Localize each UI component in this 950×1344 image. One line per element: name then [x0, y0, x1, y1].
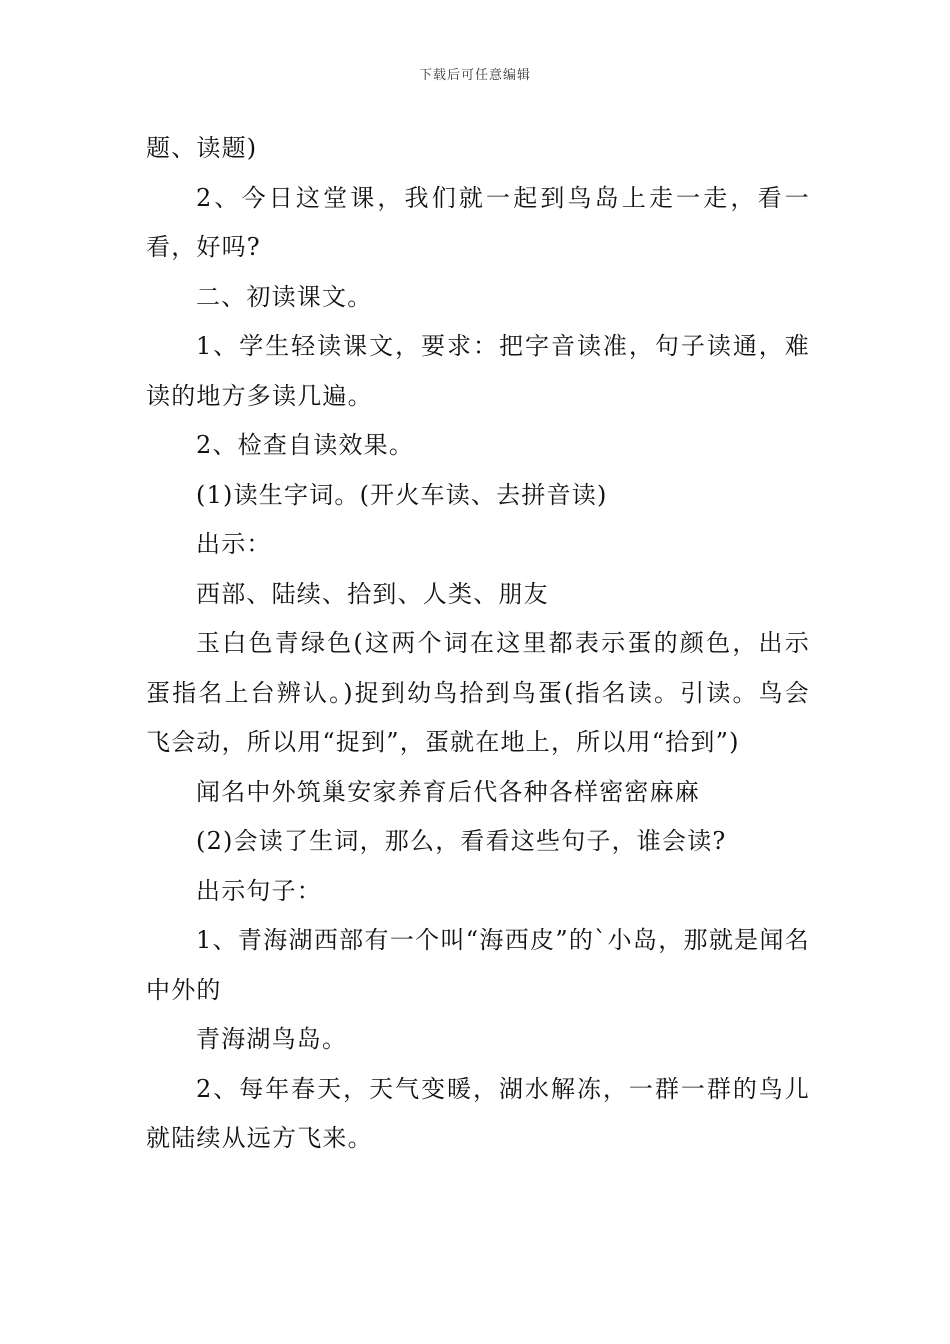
paragraph: 2、每年春天，天气变暖，湖水解冻，一群一群的鸟儿就陆续从远方飞来。	[146, 1074, 810, 1152]
paragraph: 1、青海湖西部有一个叫“海西皮”的`小岛，那就是闻名中外的	[146, 926, 810, 1004]
paragraph: (1)读生字词。(开火车读、去拼音读)	[196, 480, 608, 509]
paragraph: 2、今日这堂课，我们就一起到鸟岛上走一走，看一看，好吗?	[146, 183, 810, 261]
paragraph: 出示句子：	[196, 876, 322, 905]
paragraph: 二、初读课文。	[196, 282, 373, 311]
paragraph: 玉白色青绿色(这两个词在这里都表示蛋的颜色，出示蛋指名上台辨认。)捉到幼鸟拾到鸟蛋(指名读。引读。鸟会飞会动，所以用“捉到”，蛋就在地上，所以用“拾到”)	[146, 629, 810, 756]
paragraph: 出示：	[196, 530, 272, 558]
paragraph: 闻名中外筑巢安家养育后代各种各样密密麻麻	[196, 777, 700, 806]
paragraph: 青海湖鸟岛。	[196, 1025, 348, 1053]
paragraph: (2)会读了生词，那么，看看这些句子，谁会读?	[196, 827, 727, 855]
paragraph: 2、检查自读效果。	[196, 431, 415, 459]
paragraph: 西部、陆续、拾到、人类、朋友	[196, 579, 549, 608]
page-header: 下载后可任意编辑	[418, 68, 531, 83]
paragraph: 题、读题)	[146, 134, 258, 162]
paragraph: 1、学生轻读课文，要求：把字音读准，句子读通，难读的地方多读几遍。	[146, 332, 810, 410]
document-body	[146, 124, 810, 1164]
